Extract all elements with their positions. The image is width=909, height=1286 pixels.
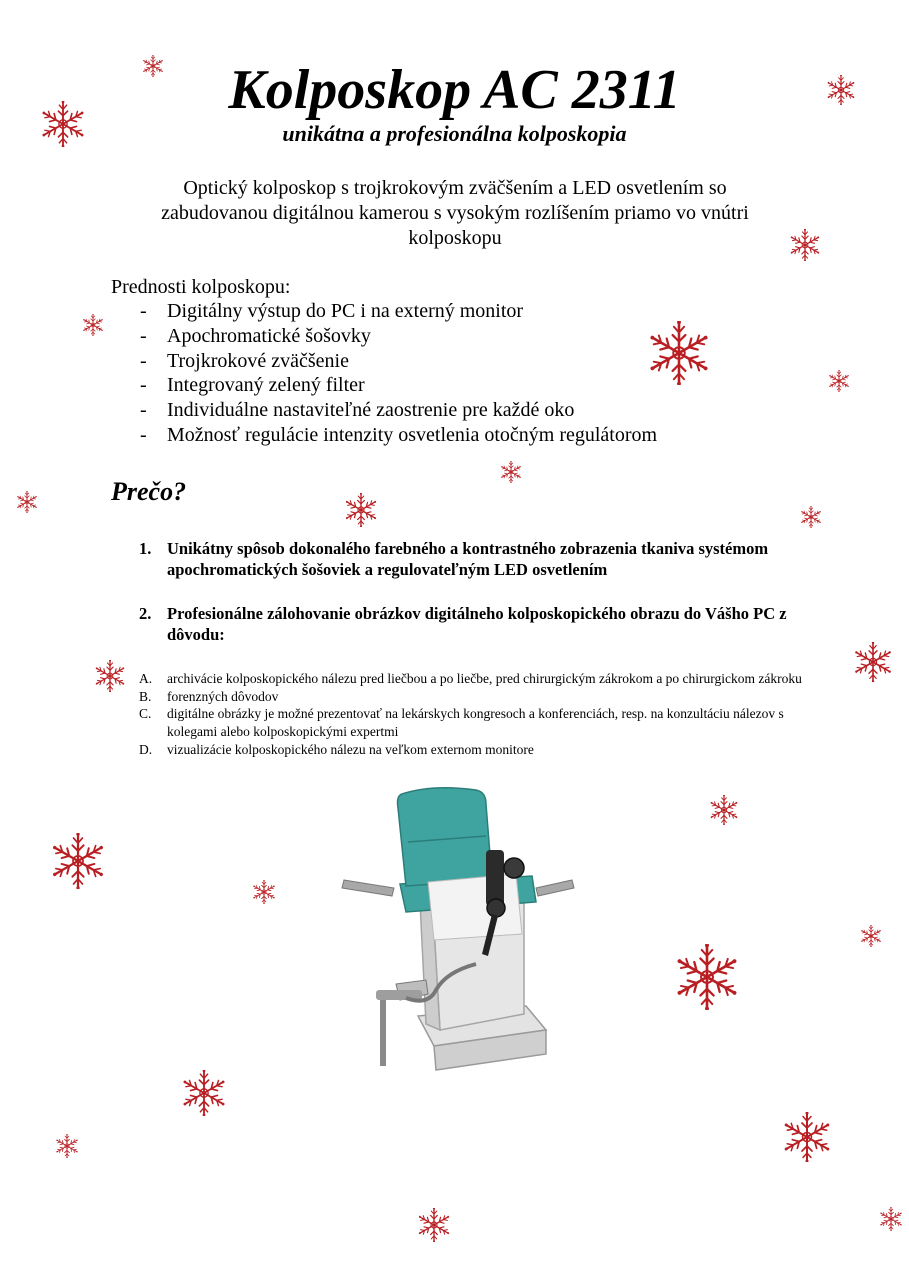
bullet-dash: - [140,423,147,446]
snowflake-icon [500,461,522,483]
list-item [140,299,657,324]
list-item-text: Individuálne nastaviteľné zaostrenie pre každé oko [167,399,575,422]
snowflake-icon [879,1207,903,1231]
reason-number: 2. [139,604,152,623]
sub-reason-item [139,688,819,706]
snowflake-icon [55,1134,79,1158]
sub-reason-item [139,705,819,740]
snowflake-icon [50,833,106,889]
snowflake-icon [800,506,822,528]
list-item [140,398,657,423]
reason-item [139,603,819,645]
snowflake-icon [782,1112,832,1162]
colposcope-chair-image [336,784,576,1076]
list-item [140,324,657,349]
reason-item [139,538,819,580]
sub-reason-letter: B. [139,688,152,704]
snowflake-icon [344,493,378,527]
reason-text: Profesionálne zálohovanie obrázkov digitálneho kolposkopického obrazu do Vášho PC z dôvodu: [167,604,787,644]
snowflake-icon [417,1208,451,1242]
bullet-dash: - [140,349,147,372]
list-item-text: Apochromatické šošovky [167,324,371,347]
sub-reason-text: archivácie kolposkopického nálezu pred liečbou a po liečbe, pred chirurgickým zákrokom a po chirurgickom zákroku [167,671,802,686]
sub-reason-item [139,741,819,759]
sub-reason-letter: D. [139,741,153,757]
list-item [140,349,657,374]
bullet-dash: - [140,300,147,322]
list-item-text: Digitálny výstup do PC i na externý monitor [167,300,524,322]
list-item [140,373,657,398]
sub-reason-letter: A. [139,671,153,686]
list-item-text: Integrovaný zelený filter [167,374,365,397]
snowflake-icon [709,795,739,825]
bullet-dash: - [140,324,147,347]
snowflake-icon [82,314,104,336]
sub-reason-text: vizualizácie kolposkopického nálezu na veľkom externom monitore [167,741,534,757]
reason-text: Unikátny spôsob dokonalého farebného a kontrastného zobrazenia tkaniva systémom apochromatických šošoviek a regulovateľným LED osvetlením [167,539,769,579]
bullet-dash: - [140,374,147,397]
sub-reason-text: digitálne obrázky je možné prezentovať na lekárskych kongresoch a konferenciách, resp. na konzultáciu nálezov s kolegami alebo kolposkopickými expertmi [167,706,784,740]
snowflake-icon [94,660,126,692]
list-item-text: Možnosť regulácie intenzity osvetlenia otočným regulátorom [167,423,658,446]
list-item [140,423,657,448]
snowflake-icon [16,491,38,513]
snowflake-icon [853,642,893,682]
sub-reason-text: forenzných dôvodov [167,688,279,704]
reasons-list [139,538,819,645]
snowflake-icon [860,925,882,947]
page-subtitle: unikátna a profesionálna kolposkopia [282,121,627,146]
snowflake-icon [181,1070,227,1116]
advantages-list [140,299,657,448]
bullet-dash: - [140,399,147,422]
list-item-text: Trojkrokové zväčšenie [167,349,349,372]
intro-paragraph: Optický kolposkop s trojkrokovým zväčšením a LED osvetlením so zabudovanou digitálnou kamerou s vysokým rozlíšením priamo vo vnútri kolposkopu [161,177,749,249]
page-title: Kolposkop AC 2311 [228,59,681,121]
reason-number: 1. [139,539,152,558]
sub-reason-item [139,670,819,688]
sub-reason-letter: C. [139,706,152,722]
snowflake-icon [789,229,821,261]
advantages-heading: Prednosti kolposkopu: [111,276,291,298]
why-heading: Prečo? [111,477,187,506]
snowflake-icon [252,880,276,904]
sub-reasons-list [139,670,819,759]
snowflake-icon [828,370,850,392]
snowflake-icon [674,944,740,1010]
